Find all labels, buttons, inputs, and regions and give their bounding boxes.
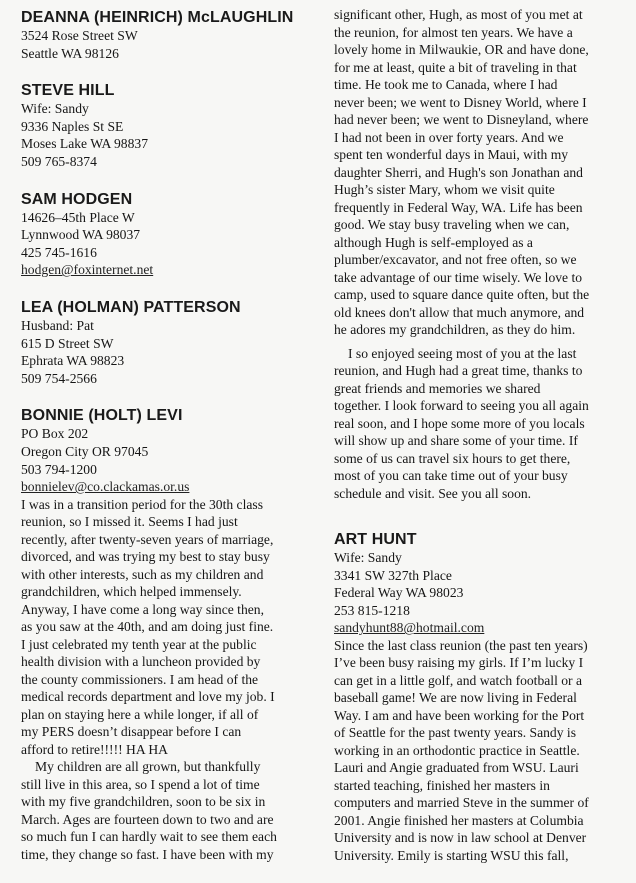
spouse-line: Husband: Pat bbox=[21, 317, 94, 333]
phone-line: 503 794-1200 bbox=[21, 461, 97, 477]
left-column bbox=[21, 0, 314, 882]
entry-name: STEVE HILL bbox=[21, 82, 115, 100]
entry-name: DEANNA (HEINRICH) McLAUGHLIN bbox=[21, 9, 294, 26]
paragraph-line: daughter Sherri, and Hugh's son Jonathan and bbox=[334, 164, 583, 180]
paragraph-line: March. Ages are fourteen down to two and are bbox=[21, 811, 274, 827]
paragraph-line: Anyway, I have come a long way since then, bbox=[21, 601, 264, 617]
paragraph-line: as you saw at the 40th, and am doing just fine. bbox=[21, 619, 274, 635]
paragraph-line: with my five grandchildren, soon to be six in bbox=[21, 794, 266, 810]
email-link[interactable]: hodgen@foxinternet.net bbox=[21, 262, 154, 278]
entry-sam bbox=[21, 190, 314, 279]
bonnie-paragraph-3 bbox=[334, 345, 612, 503]
paragraph-line: so much fun I can hardly wait to see them each bbox=[21, 829, 277, 845]
entry-name: LEA (HOLMAN) PATTERSON bbox=[21, 298, 241, 316]
paragraph-line: 2001. Angie finished her masters at Columbia bbox=[334, 812, 584, 828]
paragraph-line: together. I look forward to seeing you all again bbox=[334, 398, 589, 413]
city-line: Lynnwood WA 98037 bbox=[21, 227, 141, 243]
paragraph-line: although Hugh is self-employed as a bbox=[334, 234, 533, 250]
address-line: 3524 Rose Street SW bbox=[21, 28, 138, 43]
paragraph-line: schedule and visit. See you all soon. bbox=[334, 485, 532, 501]
entry-name: ART HUNT bbox=[334, 531, 417, 548]
paragraph-line: significant other, Hugh, as most of you met at bbox=[334, 7, 583, 22]
paragraph-line: he adores my grandchildren, as they do him. bbox=[334, 322, 576, 337]
city-line: Oregon City OR 97045 bbox=[21, 443, 149, 459]
paragraph-line: my PERS doesn’t disappear before I can bbox=[21, 724, 242, 740]
paragraph-line: I’ve been busy raising my girls. If I’m lucky I bbox=[334, 655, 584, 671]
entry-steve bbox=[21, 81, 314, 170]
paragraph-line: afford to retire!!!!! HA HA bbox=[21, 741, 168, 757]
paragraph-line: health division with a luncheon provided by bbox=[21, 654, 261, 670]
paragraph-line: frequently in Federal Way, WA. Life has been bbox=[334, 199, 583, 215]
paragraph-line: Hugh’s sister Mary, whom we visit quite bbox=[334, 182, 555, 197]
paragraph-line: Since the last class reunion (the past ten years) bbox=[334, 637, 588, 653]
paragraph-line: time. He took me to Canada, where I had bbox=[334, 77, 558, 92]
paragraph-line: for me at least, quite a bit of traveling in that bbox=[334, 59, 577, 75]
paragraph-line: old knees don't allow that much anymore, and bbox=[334, 304, 585, 320]
paragraph-line: My children are all grown, but thankfully bbox=[35, 759, 261, 775]
art-paragraph bbox=[334, 637, 612, 865]
paragraph-line: divorced, and was trying my best to stay busy bbox=[21, 549, 270, 565]
paragraph-line: camp, used to square dance quite often, but the bbox=[334, 287, 590, 302]
paragraph-line: I was in a transition period for the 30th class bbox=[21, 496, 263, 512]
paragraph-line: with other interests, such as my children and bbox=[21, 566, 264, 582]
phone-line: 425 745-1616 bbox=[21, 244, 97, 260]
paragraph-line: still live in this area, so I spend a lot of time bbox=[21, 776, 260, 792]
address-line: 3341 SW 327th Place bbox=[334, 567, 452, 583]
bonnie-paragraph-2 bbox=[21, 758, 314, 863]
paragraph-line: most of you can take time out of your busy bbox=[334, 468, 568, 483]
paragraph-line: medical records department and love my job. I bbox=[21, 689, 275, 705]
entry-bonnie bbox=[21, 406, 314, 863]
entry-name: BONNIE (HOLT) LEVI bbox=[21, 407, 183, 425]
paragraph-line: Way. I am and have been working for the Port bbox=[334, 707, 585, 723]
paragraph-line: of Seattle for the past twenty years. Sandy is bbox=[334, 725, 576, 741]
paragraph-line: plan on staying here a while longer, if all of bbox=[21, 706, 259, 722]
paragraph-line: never been; we went to Disney World, where I bbox=[334, 94, 587, 110]
paragraph-line: baseball game! We are now living in Federal bbox=[334, 690, 577, 706]
phone-line: 509 765-8374 bbox=[21, 153, 97, 169]
entry-art bbox=[334, 530, 612, 864]
bonnie-paragraph-1 bbox=[21, 496, 314, 759]
paragraph-line: great friends and memories we shared bbox=[334, 380, 541, 396]
address-line: PO Box 202 bbox=[21, 426, 89, 442]
paragraph-line: recently, after twenty-seven years of marriage, bbox=[21, 531, 274, 547]
paragraph-line: I had not been in over forty years. And we bbox=[334, 129, 564, 145]
phone-line: 253 815-1218 bbox=[334, 602, 410, 618]
paragraph-line: the reunion, for almost ten years. We have a bbox=[334, 24, 573, 40]
city-line: Ephrata WA 98823 bbox=[21, 353, 125, 369]
entry-lea bbox=[21, 298, 314, 387]
paragraph-line: University and is now in law school at Denver bbox=[334, 830, 587, 846]
paragraph-line: take advantage of our time wisely. We love to bbox=[334, 269, 583, 285]
city-line: Moses Lake WA 98837 bbox=[21, 136, 148, 152]
city-line: Federal Way WA 98023 bbox=[334, 585, 464, 601]
paragraph-line: the county commissioners. I am head of the bbox=[21, 671, 259, 687]
address-line: 615 D Street SW bbox=[21, 335, 114, 351]
paragraph-line: reunion, and Hugh had a great time, thanks to bbox=[334, 363, 583, 378]
paragraph-line: some of us can travel six hours to get there, bbox=[334, 450, 571, 466]
entry-deanna bbox=[21, 8, 314, 62]
entry-name: SAM HODGEN bbox=[21, 190, 133, 208]
paragraph-line: can get in a little golf, and watch football or a bbox=[334, 672, 582, 688]
paragraph-line: started teaching, finished her masters in bbox=[334, 777, 550, 793]
city-line: Seattle WA 98126 bbox=[21, 45, 119, 61]
paragraph-line: plumber/excavator, and not free often, so we bbox=[334, 252, 577, 267]
paragraph-line: Lauri and Angie graduated from WSU. Lauri bbox=[334, 760, 579, 776]
phone-line: 509 754-2566 bbox=[21, 370, 97, 386]
spouse-line: Wife: Sandy bbox=[21, 101, 89, 117]
paragraph-line: working in an orthodontic practice in Seattle. bbox=[334, 742, 580, 758]
paragraph-line: lovely home in Milwaukie, OR and have done, bbox=[334, 42, 589, 57]
paragraph-line: good. We stay busy traveling when we can, bbox=[334, 217, 570, 232]
paragraph-line: University. Emily is starting WSU this fall, bbox=[334, 847, 569, 863]
email-link[interactable]: bonnielev@co.clackamas.or.us bbox=[21, 479, 190, 495]
email-link[interactable]: sandyhunt88@hotmail.com bbox=[334, 620, 485, 636]
paragraph-line: real soon, and I hope some more of you locals bbox=[334, 415, 585, 431]
paragraph-line: computers and married Steve in the summer of bbox=[334, 795, 589, 811]
paragraph-line: time, they change so fast. I have been with my bbox=[21, 846, 274, 862]
address-line: 9336 Naples St SE bbox=[21, 118, 124, 134]
right-column bbox=[334, 6, 612, 883]
paragraph-line: had never been; we went to Disneyland, where bbox=[334, 112, 589, 127]
spouse-line: Wife: Sandy bbox=[334, 550, 402, 565]
paragraph-line: I so enjoyed seeing most of you at the last bbox=[348, 345, 577, 361]
address-line: 14626–45th Place W bbox=[21, 209, 135, 225]
paragraph-line: spent ten wonderful days in Maui, with my bbox=[334, 147, 569, 162]
paragraph-line: I just celebrated my tenth year at the public bbox=[21, 636, 257, 652]
paragraph-line: grandchildren, which helped immensely. bbox=[21, 584, 242, 600]
paragraph-line: will show up and share some of your time. If bbox=[334, 433, 578, 448]
paragraph-line: reunion, so I missed it. Seems I had just bbox=[21, 514, 238, 530]
bonnie-paragraph-2-continued bbox=[334, 6, 612, 339]
